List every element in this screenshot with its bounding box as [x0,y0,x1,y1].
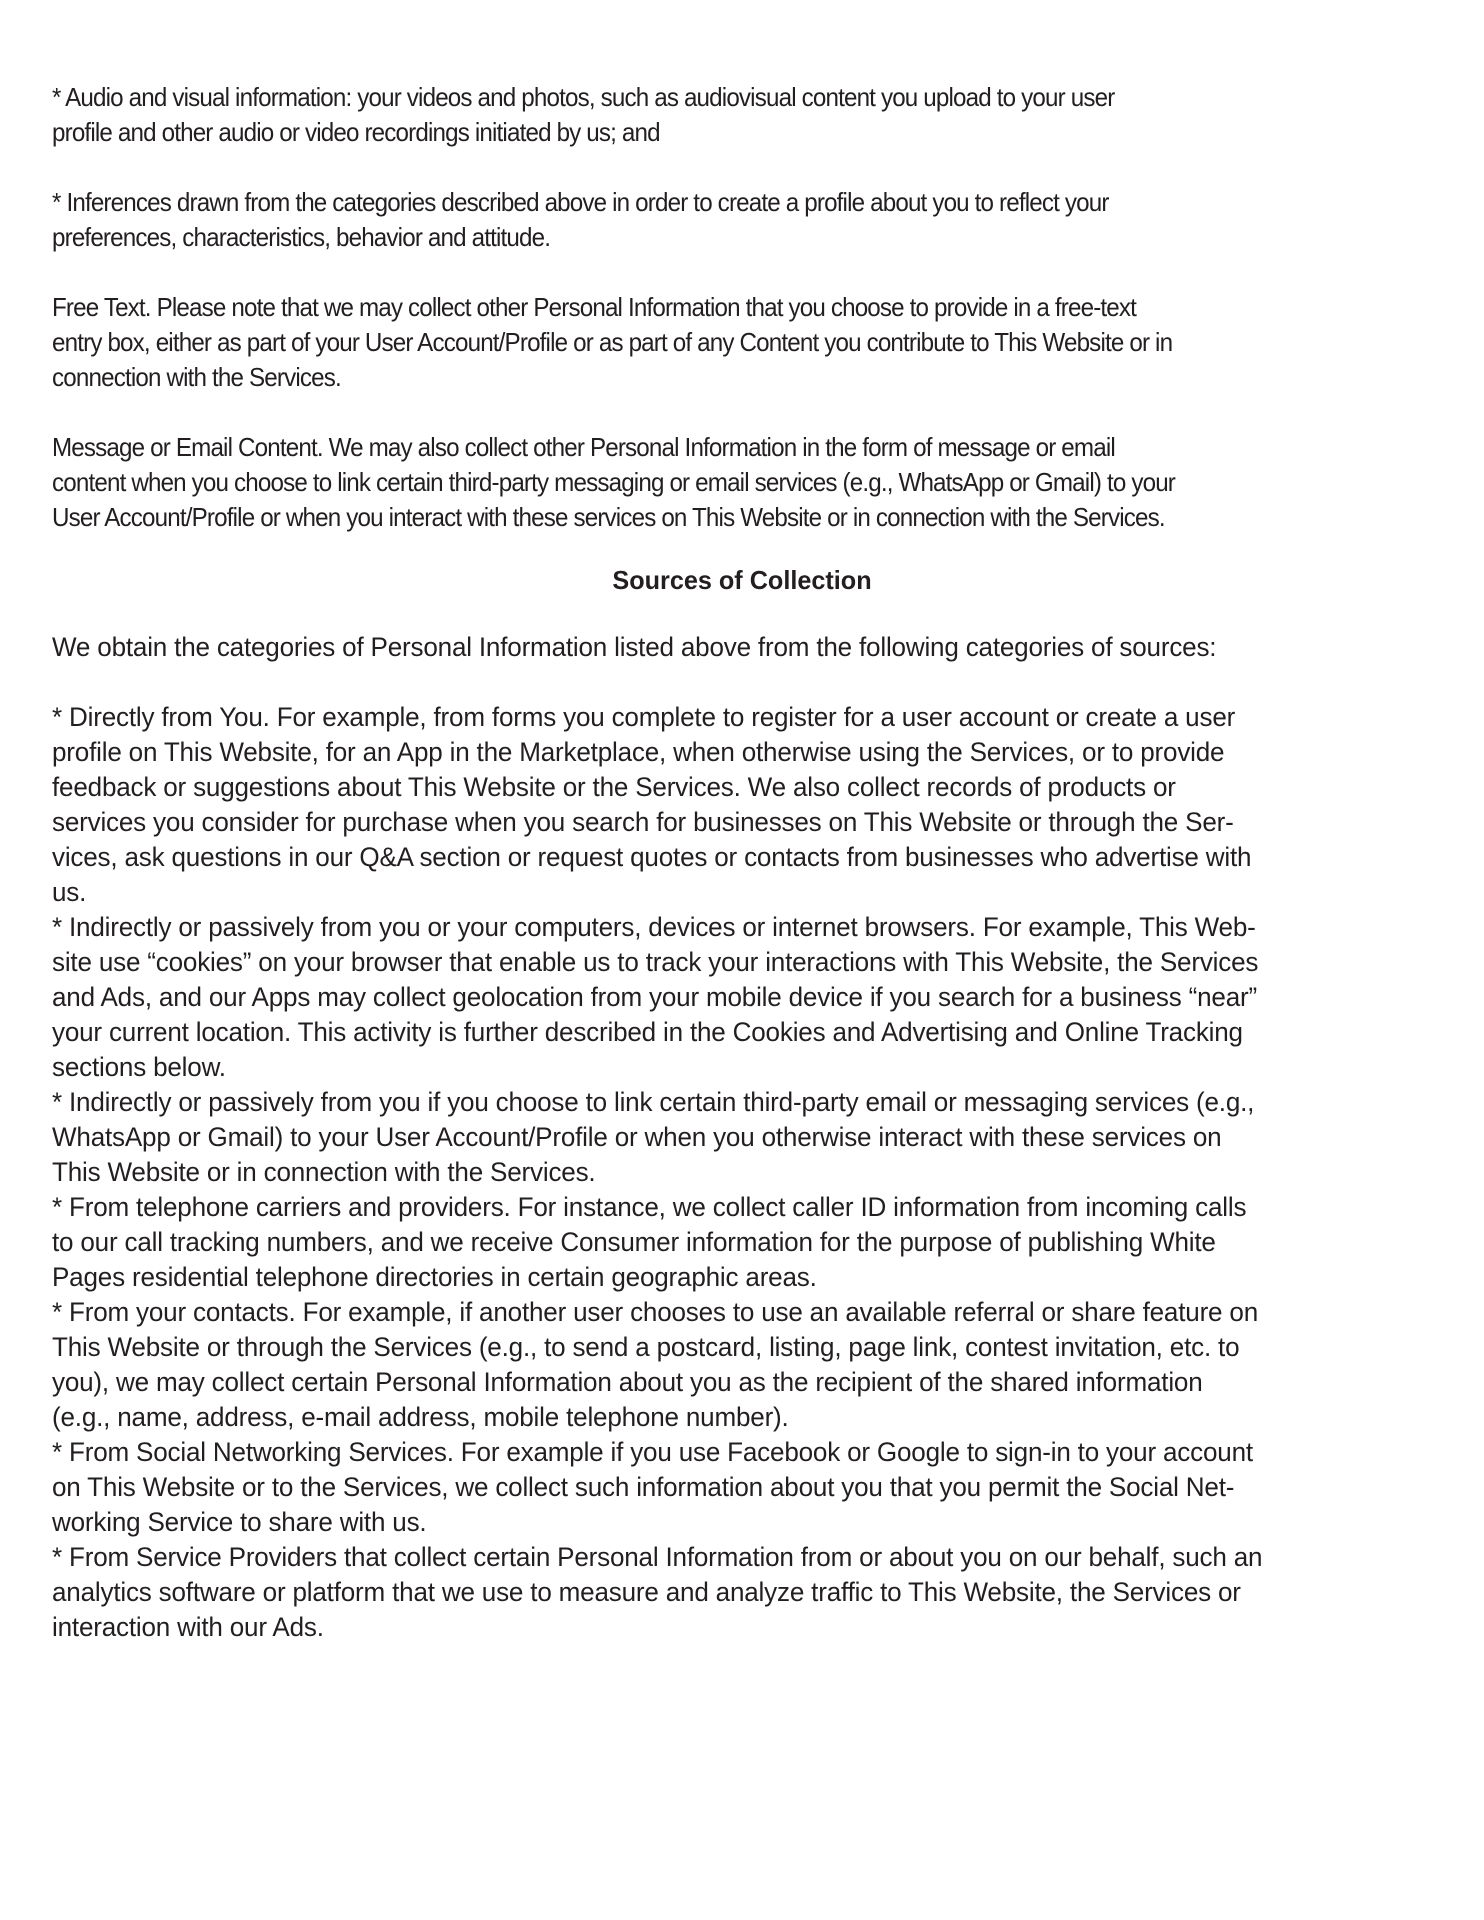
text-line: This Website or in connection with the Services. [52,1157,596,1187]
text-line: sections below. [52,1052,226,1082]
list-item-indirectly-messaging [52,1085,1484,1190]
list-item-directly-from-you [52,700,1484,910]
text-line: * Audio and visual information: your videos and photos, such as audiovisual content you upload to your user [52,82,1115,112]
text-line: WhatsApp or Gmail) to your User Account/Profile or when you otherwise interact with these services on [52,1122,1222,1152]
text-line: to our call tracking numbers, and we receive Consumer information for the purpose of publishing White [52,1227,1216,1257]
text-line: * Directly from You. For example, from forms you complete to register for a user account or create a user [52,702,1236,732]
text-line: preferences, characteristics, behavior and attitude. [52,222,551,252]
text-line: site use “cookies” on your browser that enable us to track your interactions with This Website, the Services [52,947,1259,977]
text-line: you), we may collect certain Personal Information about you as the recipient of the shared information [52,1367,1203,1397]
text-line: and Ads, and our Apps may collect geolocation from your mobile device if you search for a business “near” [52,982,1257,1012]
list-item-indirectly-devices [52,910,1484,1085]
text-line: This Website or through the Services (e.g., to send a postcard, listing, page link, contest invitation, etc. to [52,1332,1240,1362]
paragraph-inferences [52,185,1447,255]
text-line: * From telephone carriers and providers. For instance, we collect caller ID information from incoming calls [52,1192,1247,1222]
text-line: interaction with our Ads. [52,1612,324,1642]
text-line: (e.g., name, address, e-mail address, mobile telephone number). [52,1402,789,1432]
text-line: * Inferences drawn from the categories described above in order to create a profile about you to reflect your [52,187,1109,217]
sources-intro [52,630,1484,665]
text-line: your current location. This activity is further described in the Cookies and Advertising and Online Tracking [52,1017,1243,1047]
list-item-telephone-carriers [52,1190,1484,1295]
text-line: us. [52,877,87,907]
text-line: analytics software or platform that we use to measure and analyze traffic to This Website, the Services or [52,1577,1241,1607]
text-line: Message or Email Content. We may also collect other Personal Information in the form of message or email [52,432,1115,462]
text-line: vices, ask questions in our Q&A section or request quotes or contacts from businesses who advertise with [52,842,1252,872]
paragraph-message-email [52,430,1447,535]
list-item-social-networking [52,1435,1484,1540]
text-line: * From Social Networking Services. For example if you use Facebook or Google to sign-in to your account [52,1437,1253,1467]
text-line: feedback or suggestions about This Website or the Services. We also collect records of products or [52,772,1176,802]
text-line: * From your contacts. For example, if another user chooses to use an available referral or share feature on [52,1297,1259,1327]
list-item-contacts [52,1295,1484,1435]
text-line: services you consider for purchase when you search for businesses on This Website or through the Ser- [52,807,1234,837]
text-line: * Indirectly or passively from you if you choose to link certain third-party email or messaging services (e.g., [52,1087,1255,1117]
text-line: Free Text. Please note that we may collect other Personal Information that you choose to provide in a free-text [52,292,1137,322]
text-line: We obtain the categories of Personal Information listed above from the following categories of sources: [52,632,1217,662]
list-item-service-providers [52,1540,1484,1645]
paragraph-free-text [52,290,1447,395]
top-section [52,80,1447,535]
text-line: entry box, either as part of your User Account/Profile or as part of any Content you contribute to This Website or in [52,327,1173,357]
section-heading: Sources of Collection [612,565,872,595]
text-line: content when you choose to link certain third-party messaging or email services (e.g., WhatsApp or Gmail) to your [52,467,1176,497]
text-line: * From Service Providers that collect certain Personal Information from or about you on our behalf, such an [52,1542,1263,1572]
text-line: * Indirectly or passively from you or your computers, devices or internet browsers. For example, This Web- [52,912,1256,942]
document-page [52,80,1452,1642]
paragraph-audio-visual [52,80,1447,150]
text-line: Pages residential telephone directories in certain geographic areas. [52,1262,817,1292]
sources-section [52,630,1484,1645]
text-line: on This Website or to the Services, we collect such information about you that you permit the Social Net- [52,1472,1235,1502]
text-line: profile on This Website, for an App in the Marketplace, when otherwise using the Services, or to provide [52,737,1225,767]
text-line: profile and other audio or video recordings initiated by us; and [52,117,660,147]
text-line: User Account/Profile or when you interact with these services on This Website or in connection with the Services. [52,502,1165,532]
text-line: connection with the Services. [52,362,341,392]
text-line: working Service to share with us. [52,1507,427,1537]
